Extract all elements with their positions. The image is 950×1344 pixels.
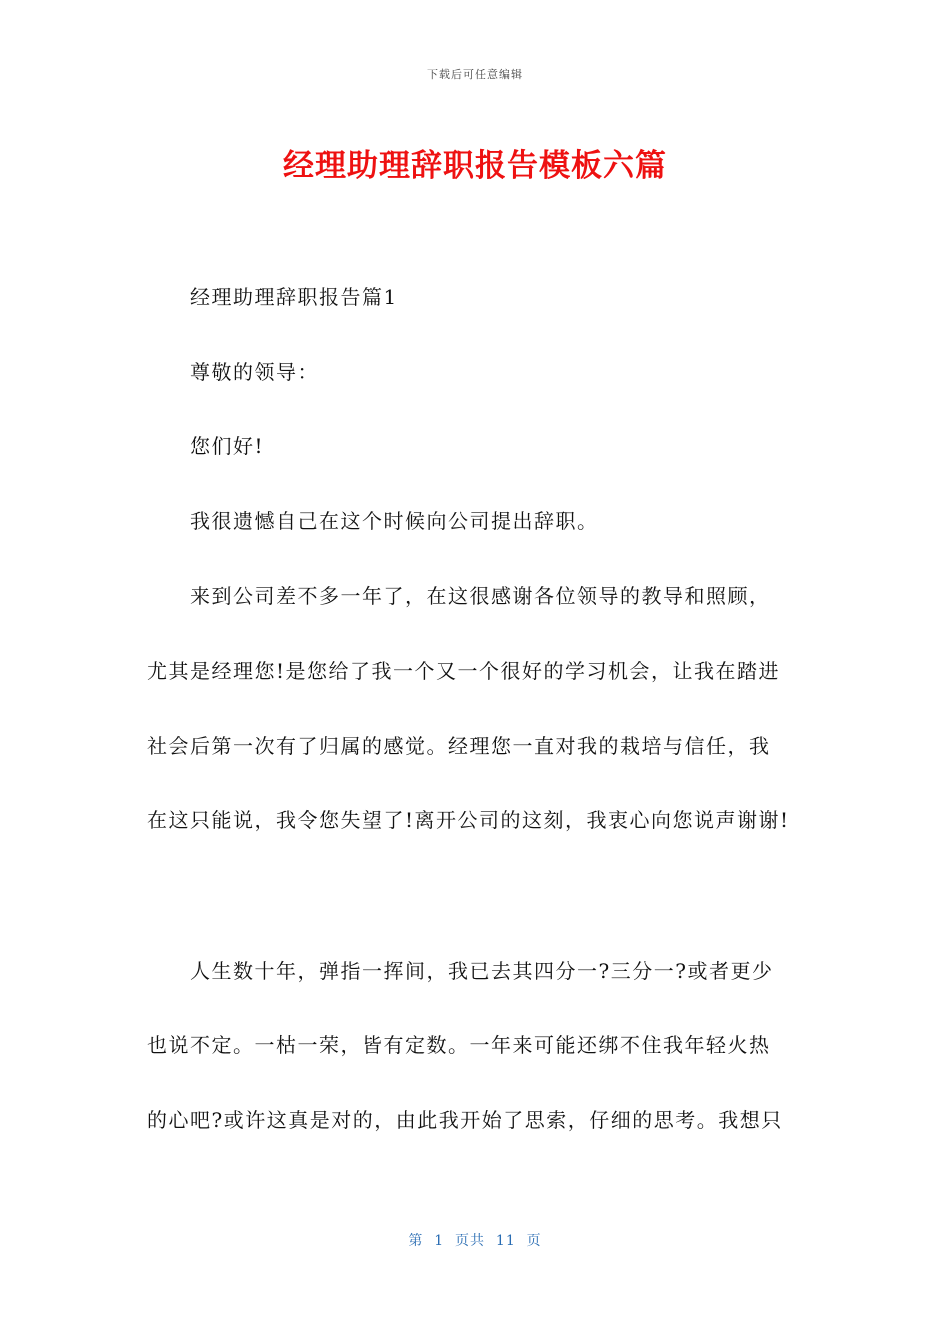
paragraph-line: 的心吧?或许这真是对的，由此我开始了思索，仔细的思考。我想只 bbox=[147, 1108, 783, 1132]
paragraph-line: 在这只能说，我令您失望了!离开公司的这刻，我衷心向您说声谢谢! bbox=[147, 808, 790, 832]
section-heading: 经理助理辞职报告篇1 bbox=[190, 285, 398, 309]
page-number-footer: 第 1 页共 11 页 bbox=[408, 1233, 542, 1249]
document-title: 经理助理辞职报告模板六篇 bbox=[283, 148, 667, 184]
salutation: 尊敬的领导： bbox=[190, 360, 319, 384]
paragraph-line: 我很遗憾自己在这个时候向公司提出辞职。 bbox=[190, 509, 599, 533]
paragraph-line: 来到公司差不多一年了，在这很感谢各位领导的教导和照顾， bbox=[190, 584, 771, 608]
paragraph-line: 人生数十年，弹指一挥间，我已去其四分一?三分一?或者更少 bbox=[190, 959, 774, 983]
paragraph-line: 尤其是经理您!是您给了我一个又一个很好的学习机会，让我在踏进 bbox=[147, 659, 781, 683]
paragraph-line: 也说不定。一枯一荣，皆有定数。一年来可能还绑不住我年轻火热 bbox=[147, 1033, 771, 1057]
greeting: 您们好! bbox=[190, 434, 265, 458]
paragraph-line: 社会后第一次有了归属的感觉。经理您一直对我的栽培与信任，我 bbox=[147, 734, 771, 758]
page-header-note: 下载后可任意编辑 bbox=[427, 68, 523, 81]
